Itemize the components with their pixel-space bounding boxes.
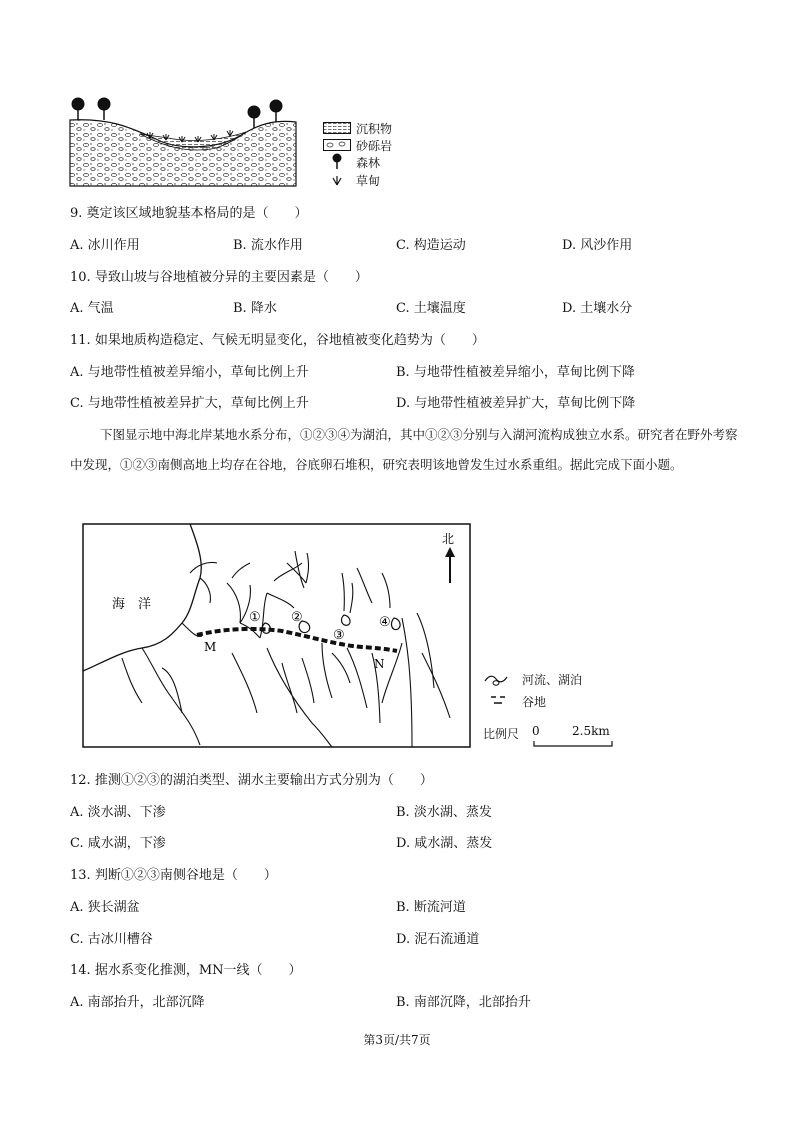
- legend-valley-icon: [489, 694, 507, 706]
- question-10: 10. 导致山坡与谷地植被分异的主要因素是（ ）: [70, 270, 368, 285]
- question-13: 13. 判断①②③南侧谷地是（ ）: [70, 868, 277, 883]
- question-14: 14. 据水系变化推测，MN一线（ ）: [70, 963, 302, 978]
- scale-value: 2.5km: [572, 724, 610, 738]
- legend-gravel-swatch: [323, 139, 351, 151]
- north-label: 北: [442, 532, 455, 546]
- lake-4-label: ④: [379, 615, 391, 630]
- option-13a[interactable]: A. 狭长湖盆: [70, 900, 140, 915]
- option-14b[interactable]: B. 南部沉降，北部抬升: [396, 995, 531, 1010]
- option-12c[interactable]: C. 咸水湖，下渗: [70, 836, 166, 851]
- option-12d[interactable]: D. 咸水湖、蒸发: [396, 836, 493, 851]
- legend-meadow-icon: [330, 172, 344, 186]
- legend-sediment: 沉积物: [356, 122, 393, 136]
- legend-forest-icon: [330, 153, 344, 169]
- option-11b[interactable]: B. 与地带性植被差异缩小，草甸比例下降: [396, 365, 635, 380]
- option-12b[interactable]: B. 淡水湖、蒸发: [396, 805, 492, 820]
- option-11d[interactable]: D. 与地带性植被差异扩大，草甸比例下降: [396, 396, 636, 411]
- sea-label: 海 洋: [112, 597, 152, 612]
- option-9d[interactable]: D. 风沙作用: [562, 238, 633, 253]
- legend-forest: 森林: [356, 156, 381, 170]
- option-13b[interactable]: B. 断流河道: [396, 900, 466, 915]
- option-10c[interactable]: C. 土壤温度: [396, 301, 466, 316]
- legend-river-lake-icon: [483, 671, 509, 687]
- passage: 下图显示地中海北岸某地水系分布，①②③④为湖泊，其中①②③分别与入湖河流构成独立水系。研究者在野外考察中发现，①②③南侧高地上均存在谷地，谷底卵石堆积，研究表明该地曾发生过水系重组。据此完成下面小题。: [70, 427, 738, 472]
- option-13c[interactable]: C. 古冰川槽谷: [70, 932, 153, 947]
- lake-1-label: ①: [249, 610, 261, 625]
- option-11c[interactable]: C. 与地带性植被差异扩大，草甸比例上升: [70, 396, 309, 411]
- option-9b[interactable]: B. 流水作用: [233, 238, 303, 253]
- cross-section-figure: [68, 92, 308, 188]
- option-12a[interactable]: A. 淡水湖、下渗: [70, 805, 166, 820]
- legend-gravel: 砂砾岩: [356, 139, 393, 153]
- option-14a[interactable]: A. 南部抬升，北部沉降: [70, 995, 205, 1010]
- option-10a[interactable]: A. 气温: [70, 301, 114, 316]
- scale-bar: [533, 740, 613, 748]
- option-10d[interactable]: D. 土壤水分: [562, 301, 633, 316]
- scale-label: 比例尺: [483, 727, 520, 741]
- question-9: 9. 奠定该区域地貌基本格局的是（ ）: [70, 206, 308, 221]
- question-12: 12. 推测①②③的湖泊类型、湖水主要输出方式分别为（ ）: [70, 773, 433, 788]
- point-m-label: M: [204, 640, 217, 654]
- legend-river-lake: 河流、湖泊: [522, 673, 583, 687]
- point-n-label: N: [374, 657, 385, 671]
- question-11: 11. 如果地质构造稳定、气候无明显变化，谷地植被变化趋势为（ ）: [70, 333, 485, 348]
- legend-meadow: 草甸: [356, 174, 381, 188]
- option-9c[interactable]: C. 构造运动: [396, 238, 466, 253]
- scale-zero: 0: [532, 724, 540, 738]
- option-9a[interactable]: A. 冰川作用: [70, 238, 140, 253]
- option-13d[interactable]: D. 泥石流通道: [396, 932, 480, 947]
- lake-3-label: ③: [333, 628, 345, 643]
- option-10b[interactable]: B. 降水: [233, 301, 277, 316]
- water-system-map: [82, 523, 472, 749]
- option-11a[interactable]: A. 与地带性植被差异缩小，草甸比例上升: [70, 365, 309, 380]
- legend-valley: 谷地: [522, 695, 547, 709]
- lake-2-label: ②: [291, 610, 303, 625]
- legend-sediment-swatch: [323, 122, 351, 134]
- page-number: 第3页/共7页: [363, 1033, 431, 1047]
